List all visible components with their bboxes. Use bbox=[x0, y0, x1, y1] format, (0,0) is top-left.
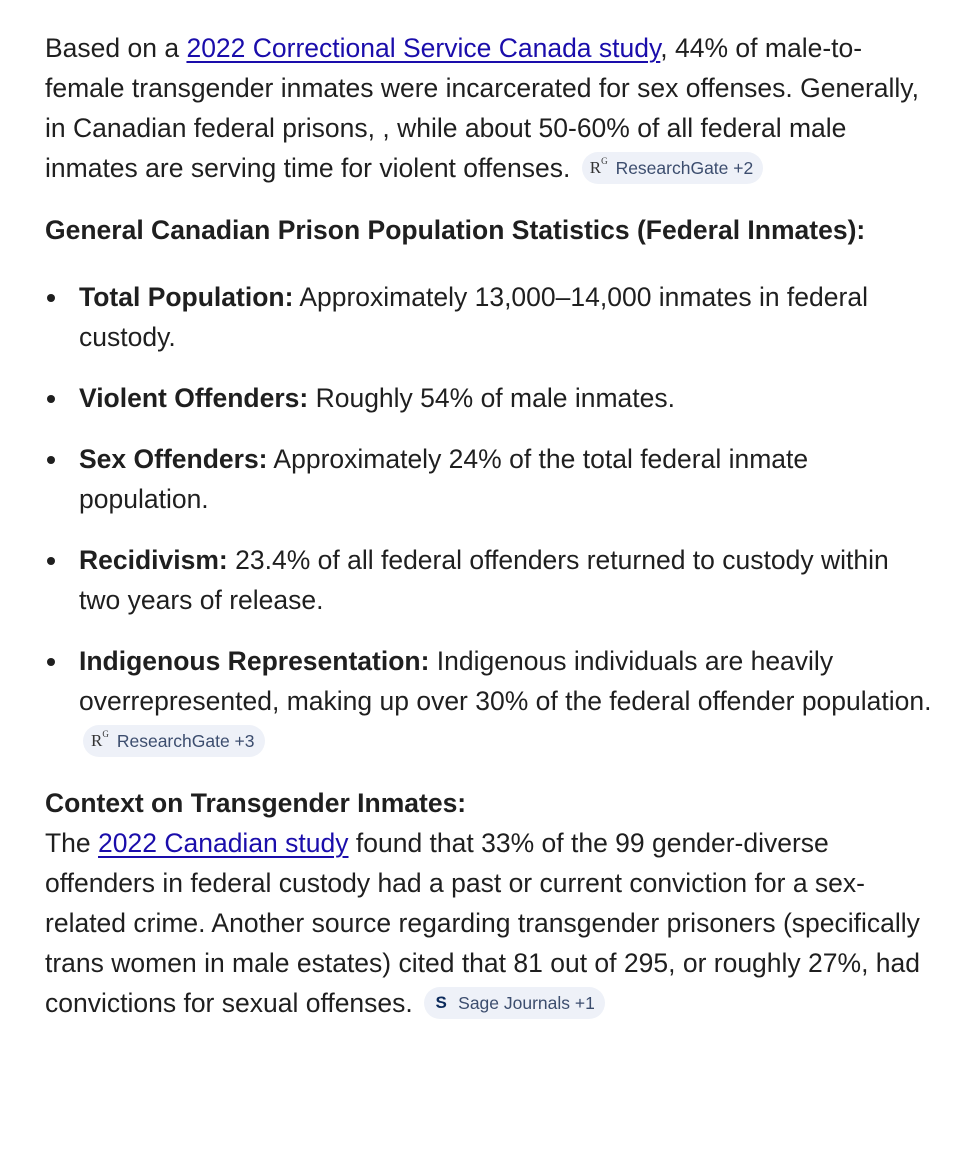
source-chip-label: ResearchGate +2 bbox=[615, 157, 754, 178]
list-item bbox=[45, 540, 935, 620]
list-item bbox=[45, 439, 935, 519]
context-paragraph bbox=[45, 823, 935, 1023]
source-chip-researchgate[interactable] bbox=[83, 725, 265, 757]
list-item bbox=[45, 641, 935, 761]
stat-label: Recidivism: bbox=[79, 545, 228, 575]
bullet-icon bbox=[47, 395, 55, 403]
context-heading: Context on Transgender Inmates: bbox=[45, 788, 467, 818]
source-chip-researchgate[interactable] bbox=[582, 152, 764, 184]
intro-text-1: Based on a bbox=[45, 33, 187, 63]
list-item bbox=[45, 277, 935, 357]
bullet-icon bbox=[47, 658, 55, 666]
response-content bbox=[45, 28, 935, 1023]
csc-study-link[interactable]: 2022 Correctional Service Canada study bbox=[186, 33, 661, 63]
stat-text: Indigenous individuals are heavily overrepresented, making up over 30% of the federal offender population. bbox=[79, 646, 932, 716]
intro-paragraph bbox=[45, 28, 935, 188]
stat-text: 23.4% of all federal offenders returned to custody within two years of release. bbox=[79, 545, 889, 615]
bullet-icon bbox=[47, 557, 55, 565]
sage-journals-icon: S bbox=[435, 993, 447, 1012]
stat-label: Total Population: bbox=[79, 282, 294, 312]
researchgate-icon: $R^G$ bbox=[589, 156, 608, 177]
bullet-icon bbox=[47, 294, 55, 302]
stat-label: Sex Offenders: bbox=[79, 444, 268, 474]
source-chip-label: Sage Journals +1 bbox=[458, 992, 595, 1013]
stat-text: Approximately 24% of the total federal inmate population. bbox=[79, 444, 809, 514]
intro-text-2: , 44% of male-to-female transgender inmates were incarcerated for sex offenses. Generally, in Canadian federal prisons, bbox=[45, 33, 919, 143]
stats-list bbox=[45, 277, 935, 761]
researchgate-icon: $R^G$ bbox=[91, 729, 109, 750]
stat-text: Roughly 54% of male inmates. bbox=[308, 383, 675, 413]
stats-heading: General Canadian Prison Population Statistics (Federal Inmates): bbox=[45, 215, 866, 245]
stat-text: Approximately 13,000–14,000 inmates in federal custody. bbox=[79, 282, 868, 352]
bullet-icon bbox=[47, 456, 55, 464]
stat-label: Indigenous Representation: bbox=[79, 646, 430, 676]
canadian-study-link[interactable]: 2022 Canadian study bbox=[98, 828, 349, 858]
context-text-2: found that 33% of the 99 gender-diverse offenders in federal custody had a past or current conviction for a sex-related crime. Another source regarding transgender prisoners (specifically trans women in male estates) cited that 81 out of 295, or roughly 27%, had convictions for sexual offenses. bbox=[45, 828, 921, 1018]
stat-label: Violent Offenders: bbox=[79, 383, 309, 413]
intro-text-3: , while about 50-60% of all federal male inmates are serving time for violent offenses. bbox=[45, 113, 847, 183]
source-chip-label: ResearchGate +3 bbox=[116, 730, 255, 751]
context-text-1: The bbox=[45, 828, 99, 858]
source-chip-sage[interactable] bbox=[424, 987, 605, 1019]
list-item bbox=[45, 378, 935, 418]
